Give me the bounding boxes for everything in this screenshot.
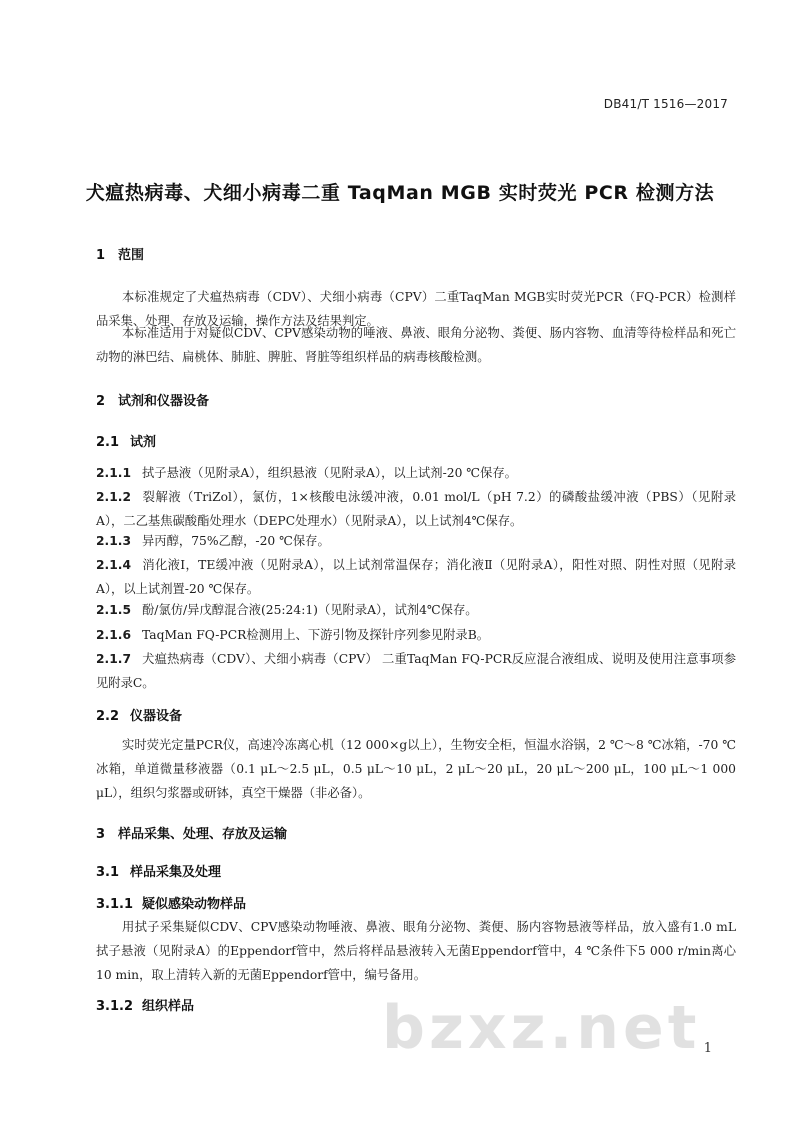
section-title: 试剂和仪器设备 (118, 394, 210, 409)
section-number: 3 (96, 827, 106, 842)
section-number: 3.1.1 (96, 897, 134, 912)
item-number: 2.1.5 (96, 603, 132, 617)
item-text: 拭子悬液（见附录A），组织悬液（见附录A），以上试剂-20 ℃保存。 (142, 466, 517, 480)
subsection-heading (96, 861, 221, 880)
subsection-heading (96, 705, 182, 724)
section-number: 2.2 (96, 709, 120, 724)
section-title: 仪器设备 (130, 709, 183, 724)
section-title: 样品采集及处理 (130, 865, 222, 880)
item-text: 异丙醇，75%乙醇，-20 ℃保存。 (142, 534, 330, 548)
section-2-heading (96, 390, 209, 409)
section-3-heading (96, 823, 287, 842)
watermark: bzxz.net (382, 993, 701, 1063)
reagent-item (96, 553, 736, 601)
item-text: 犬瘟热病毒（CDV）、犬细小病毒（CPV） 二重TaqMan FQ-PCR反应混合液组成、说明及使用注意事项参见附录C。 (96, 652, 736, 690)
section-title: 范围 (118, 248, 145, 263)
section-number: 3.1 (96, 865, 120, 880)
section-1-heading (96, 244, 144, 263)
reagent-item (96, 529, 736, 553)
reagent-item (96, 623, 736, 647)
item-number: 2.1.7 (96, 652, 132, 666)
section-title: 样品采集、处理、存放及运输 (118, 827, 288, 842)
item-text: 裂解液（TriZol），氯仿，1×核酸电泳缓冲液，0.01 mol/L（pH 7.2）的磷酸盐缓冲液（PBS）（见附录A），二乙基焦碳酸酯处理水（DEPC处理水）（见附录A），以上试剂4℃保存。 (96, 490, 736, 528)
item-text: TaqMan FQ-PCR检测用上、下游引物及探针序列参见附录B。 (142, 628, 490, 642)
item-number: 2.1.3 (96, 534, 132, 548)
paragraph: 本标准适用于对疑似CDV、CPV感染动物的唾液、鼻液、眼角分泌物、粪便、肠内容物、血清等待检样品和死亡动物的淋巴结、扁桃体、肺脏、脾脏、肾脏等组织样品的病毒核酸检测。 (96, 326, 736, 364)
item-number: 2.1.4 (96, 558, 132, 572)
item-text: 消化液Ⅰ，TE缓冲液（见附录A），以上试剂常温保存；消化液Ⅱ（见附录A），阳性对照、阴性对照（见附录A），以上试剂置-20 ℃保存。 (96, 558, 736, 596)
item-number: 2.1.2 (96, 490, 132, 504)
document-title: 犬瘟热病毒、犬细小病毒二重 TaqMan MGB 实时荧光 PCR 检测方法 (85, 182, 715, 204)
section-title: 组织样品 (142, 999, 195, 1014)
section-number: 2.1 (96, 435, 120, 450)
reagent-item (96, 461, 736, 485)
section-number: 2 (96, 394, 106, 409)
subsubsection-heading (96, 893, 246, 912)
page-number: 1 (703, 1041, 712, 1056)
reagent-item (96, 647, 736, 695)
paragraph: 用拭子采集疑似CDV、CPV感染动物唾液、鼻液、眼角分泌物、粪便、肠内容物悬液等样品，放入盛有1.0 mL拭子悬液（见附录A）的Eppendorf管中，然后将样品悬液转入无菌Eppendorf管中，4 ℃条件下5 000 r/min离心10 min，取上清转入新的无菌Eppendorf管中，编号备用。 (96, 920, 736, 982)
reagent-item (96, 485, 736, 533)
section-number: 1 (96, 248, 106, 263)
section-number: 3.1.2 (96, 999, 134, 1014)
reagent-item (96, 598, 736, 622)
paragraph: 本标准规定了犬瘟热病毒（CDV）、犬细小病毒（CPV）二重TaqMan MGB实时荧光PCR（FQ-PCR）检测样品采集、处理、存放及运输，操作方法及结果判定。 (96, 290, 736, 328)
standard-code: DB41/T 1516—2017 (603, 97, 728, 111)
item-text: 酚/氯仿/异戊醇混合液(25:24:1)（见附录A），试剂4℃保存。 (142, 603, 478, 617)
subsubsection-heading (96, 995, 194, 1014)
item-number: 2.1.1 (96, 466, 132, 480)
section-title: 疑似感染动物样品 (142, 897, 247, 912)
paragraph: 实时荧光定量PCR仪，高速冷冻离心机（12 000×g以上），生物安全柜，恒温水浴锅，2 ℃～8 ℃冰箱，-70 ℃冰箱，单道微量移液器（0.1 μL～2.5 μL，0.5 μL～10 μL，2 μL～20 μL，20 μL～200 μL，100 μL～1 000 μL），组织匀浆器或研钵，真空干燥器（非必备）。 (96, 738, 736, 800)
subsection-heading (96, 431, 156, 450)
item-number: 2.1.6 (96, 628, 132, 642)
section-title: 试剂 (130, 435, 157, 450)
